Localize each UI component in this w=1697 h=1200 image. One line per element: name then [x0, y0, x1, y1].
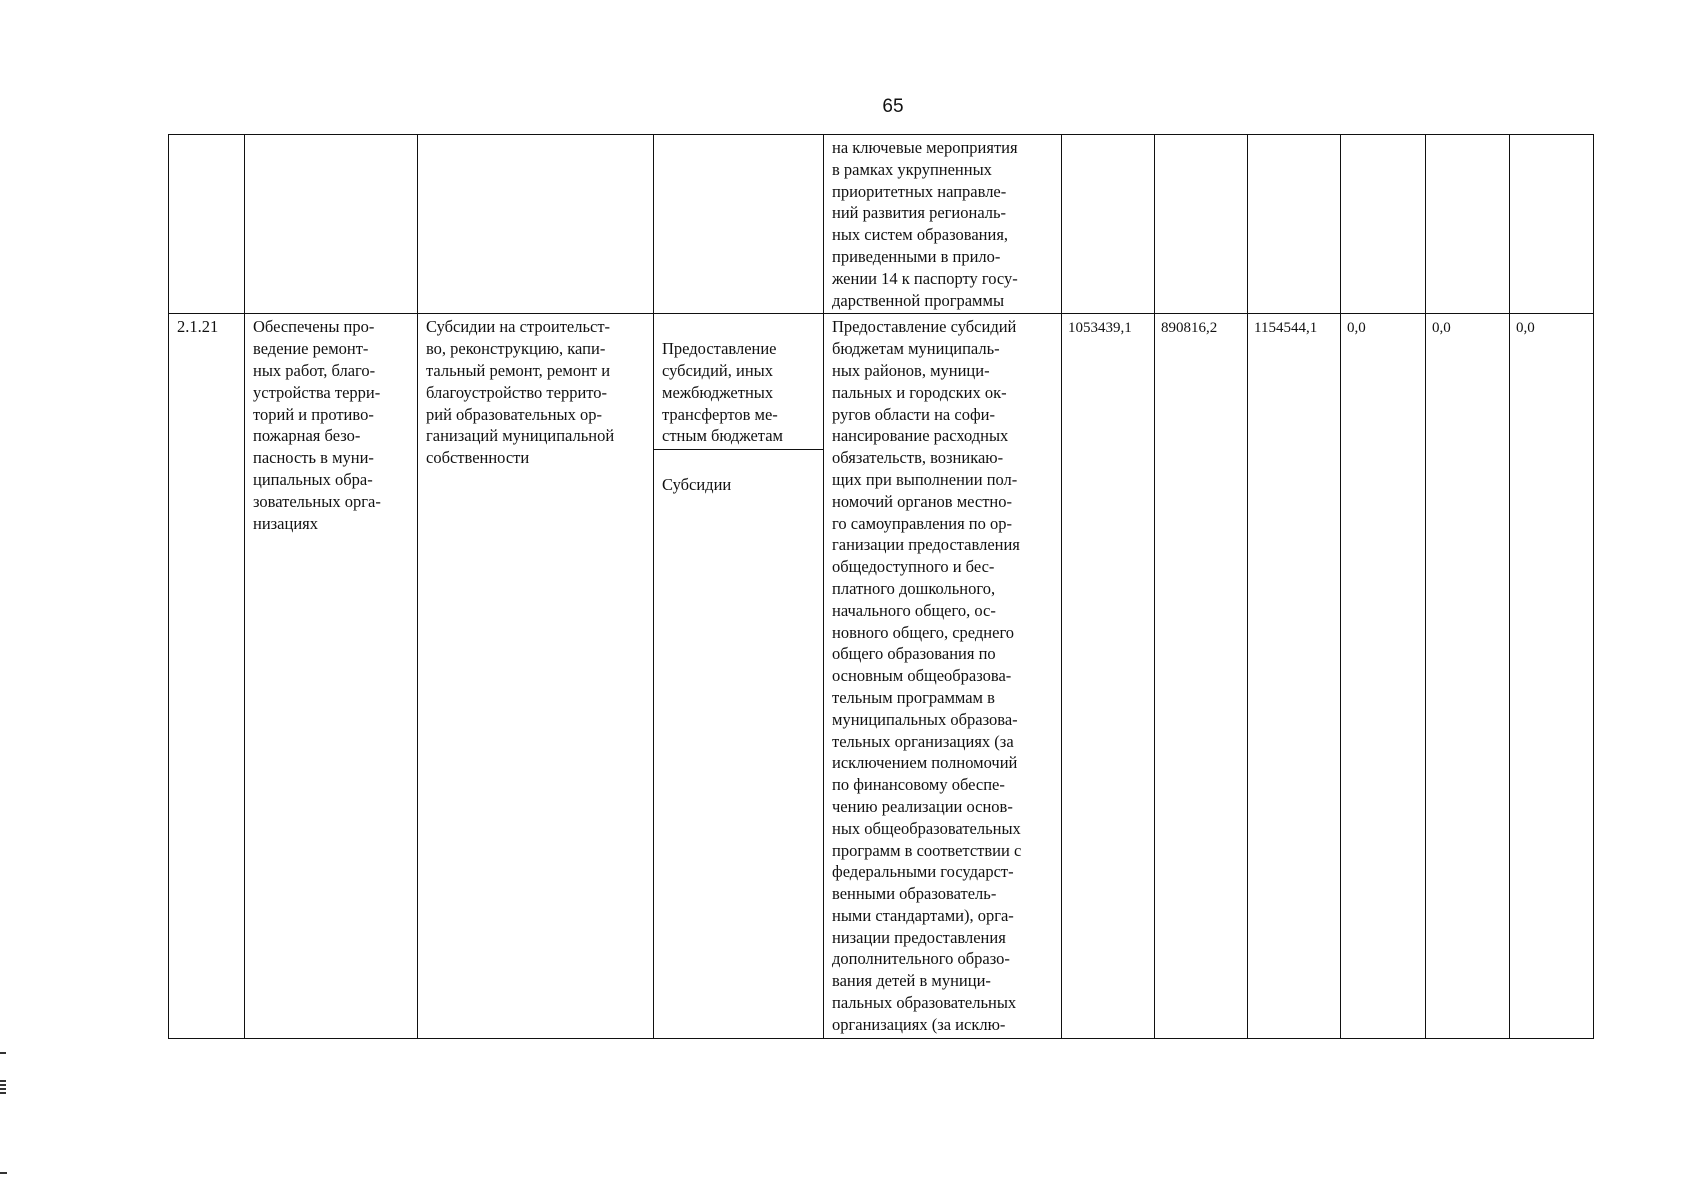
- cell-value-6: 0,0: [1510, 314, 1594, 1038]
- scan-artifact-mark: [0, 1052, 6, 1054]
- cell-value-4: [1341, 135, 1426, 314]
- cell-value-6: [1510, 135, 1594, 314]
- table-row-2-1-21: [169, 314, 1594, 1038]
- program-table: [168, 134, 1594, 1039]
- cell-value-1: 1053439,1: [1062, 314, 1155, 1038]
- cell-result: [245, 135, 418, 314]
- cell-description: Предоставление субсидий бюджетам муниципаль- ных районов, муници- пальных и городских ок- ругов области на софи- нансирование расходных обязательств, возникаю- щих при выполнении пол- номочий органов местно- го самоуправления по ор- ганизации предоставления общедоступного и бес- платного дошкольного, начального общего, ос- новного общего, среднего общего образования по основным общеобразова- тельным программам в муниципальных образова- тельных организациях (за исключением полномочий по финансовому обеспе- чению реализации основ- ных общеобразовательных программ в соответствии с федеральными государст- венными образователь- ными стандартами), орга- низации предоставления дополнительного образо- вания детей в муници- пальных образовательных организациях (за исклю-: [824, 314, 1062, 1038]
- cell-result: Обеспечены про- ведение ремонт- ных работ, благо- устройства терри- торий и противо- пожарная безо- пасность в муни- ципальных обра- зовательных орга- низациях: [245, 314, 418, 1038]
- type-top: Предоставление субсидий, иных межбюджетных трансфертов ме- стным бюджетам: [654, 336, 823, 450]
- cell-value-1: [1062, 135, 1155, 314]
- cell-number: 2.1.21: [169, 314, 245, 1038]
- type-bottom: Субсидии: [662, 474, 732, 494]
- cell-number: [169, 135, 245, 314]
- cell-measure: Субсидии на строительст- во, реконструкцию, капи- тальный ремонт, ремонт и благоустройство террито- рий образовательных ор- ганизаций муниципальной собственности: [418, 314, 654, 1038]
- cell-value-5: 0,0: [1426, 314, 1510, 1038]
- cell-value-2: [1155, 135, 1248, 314]
- page-number: 65: [882, 96, 904, 117]
- cell-value-3: 1154544,1: [1248, 314, 1341, 1038]
- table-row-continuation: [169, 135, 1594, 314]
- cell-measure: [418, 135, 654, 314]
- cell-value-4: 0,0: [1341, 314, 1426, 1038]
- scan-artifact-mark: [0, 1080, 6, 1094]
- cell-description: на ключевые мероприятия в рамках укрупненных приоритетных направле- ний развития региональ- ных систем образования, приведенными в прило- жении 14 к паспорту госу- дарственной программы: [824, 135, 1062, 314]
- scan-artifact-mark: [0, 1172, 7, 1174]
- cell-type: [654, 314, 824, 1038]
- cell-type: [654, 135, 824, 314]
- cell-value-5: [1426, 135, 1510, 314]
- cell-value-2: 890816,2: [1155, 314, 1248, 1038]
- cell-value-3: [1248, 135, 1341, 314]
